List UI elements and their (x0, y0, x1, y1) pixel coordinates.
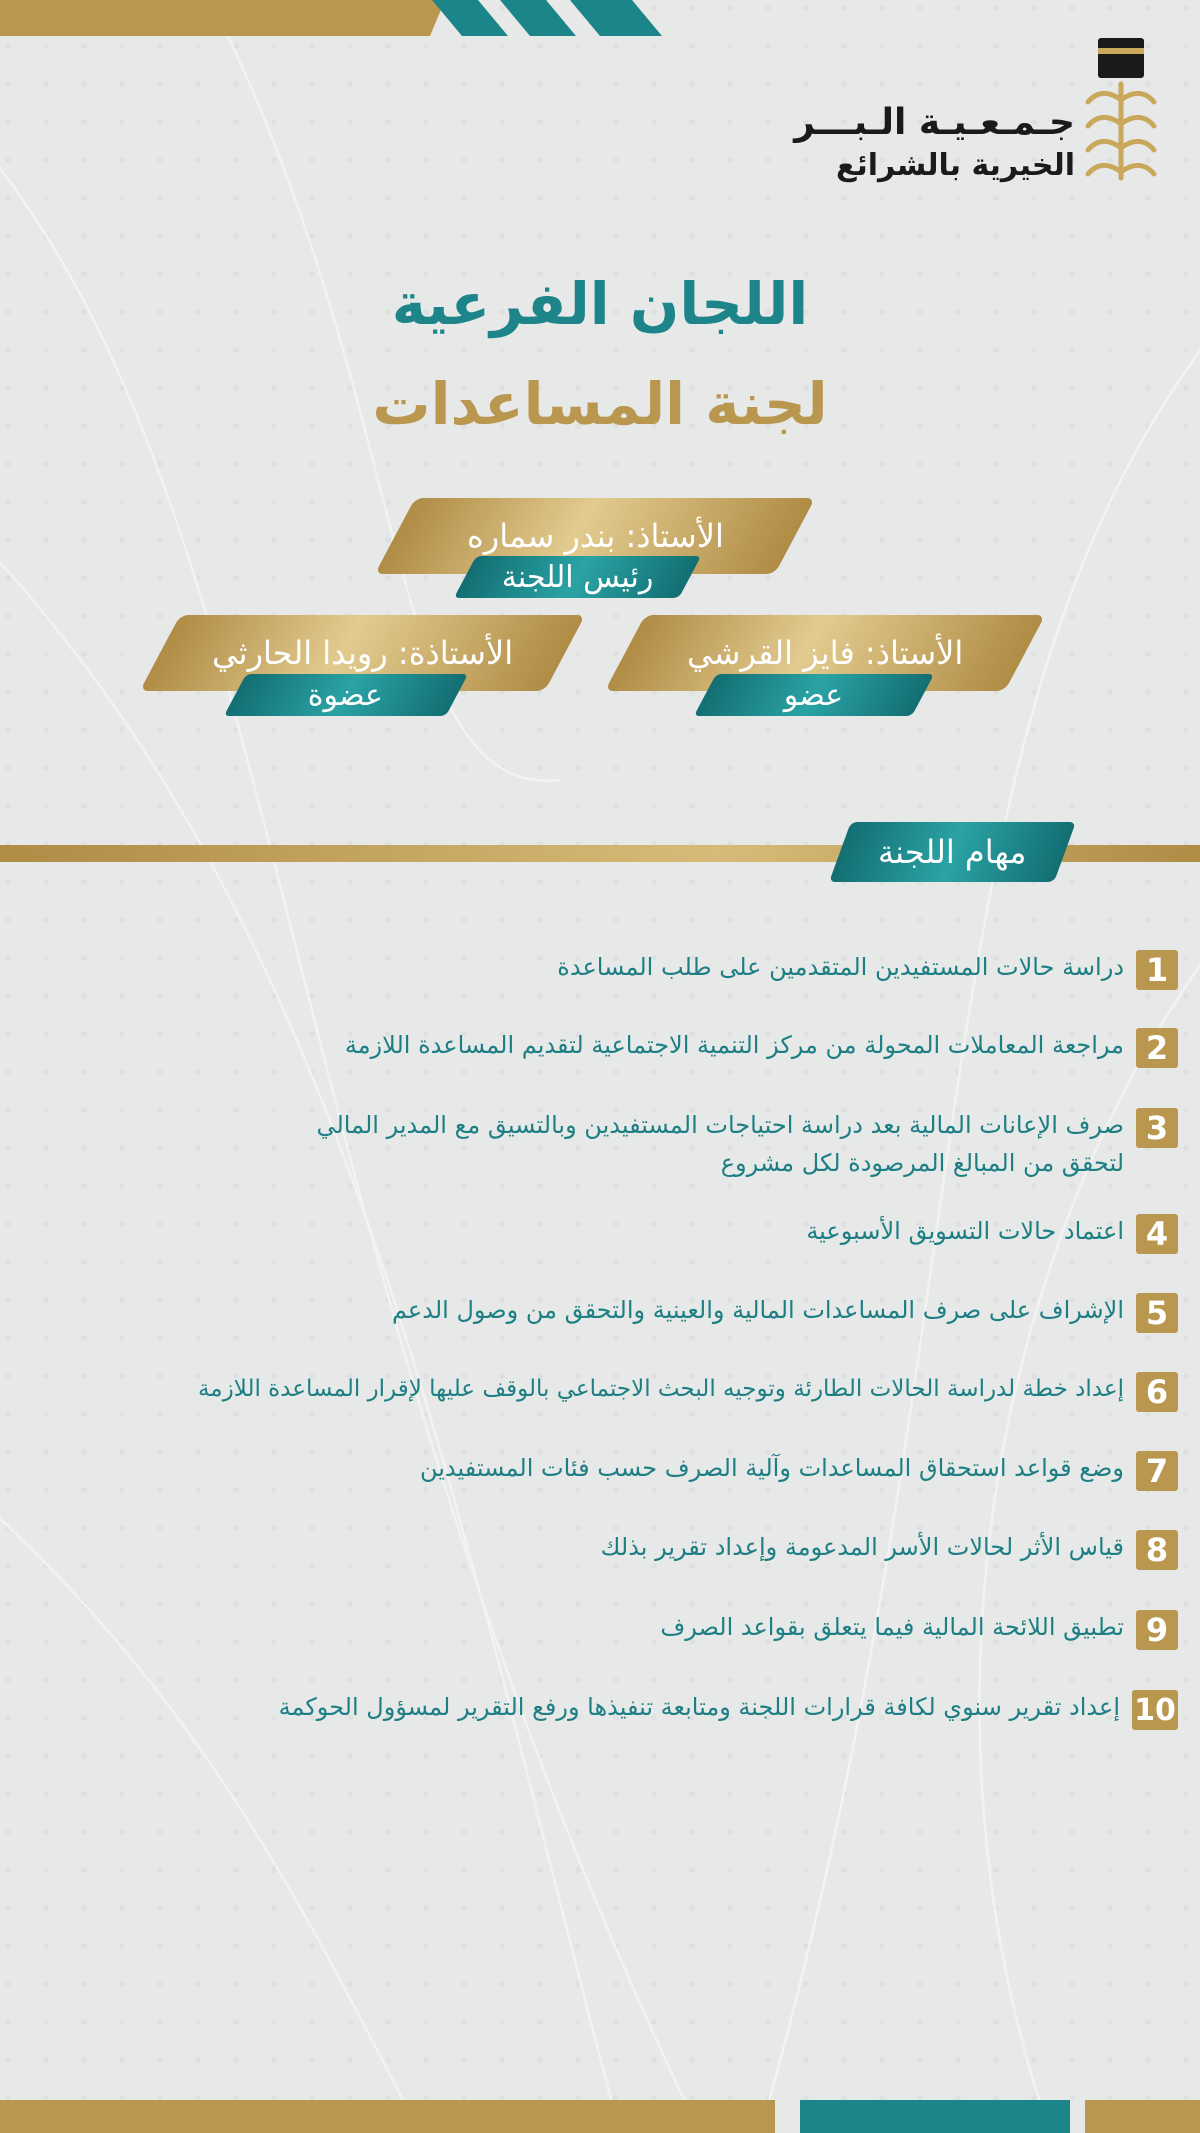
top-gold-stripe (0, 0, 430, 36)
task-text: إعداد تقرير سنوي لكافة قرارات اللجنة ومتابعة تنفيذها ورفع التقرير لمسؤول الحوكمة (278, 1693, 1120, 1721)
task-item (28, 948, 1178, 1026)
member1-role-plate (694, 674, 934, 716)
task-text: مراجعة المعاملات المحولة من مركز التنمية الاجتماعية لتقديم المساعدة اللازمة (344, 1031, 1124, 1059)
task-item (28, 1370, 1178, 1449)
member2-role: عضوة (308, 677, 384, 713)
logo-line-2: الخيرية بالشرائع (835, 148, 1075, 183)
task-text: إعداد خطة لدراسة الحالات الطارئة وتوجيه البحث الاجتماعي بالوقف عليها لإقرار المساعدة اللازمة (197, 1376, 1124, 1402)
task-number: 7 (1136, 1451, 1178, 1491)
task-text: قياس الأثر لحالات الأسر المدعومة وإعداد تقرير بذلك (600, 1533, 1124, 1561)
task-number: 9 (1136, 1610, 1178, 1650)
task-number: 10 (1132, 1690, 1178, 1730)
chair-name: الأستاذ: بندر سماره (466, 517, 724, 555)
logo (775, 100, 1075, 186)
task-item (28, 1688, 1178, 1748)
task-text: تطبيق اللائحة المالية فيما يتعلق بقواعد الصرف (660, 1613, 1124, 1641)
member1-role: عضو (784, 677, 844, 713)
bottom-teal-stripe (800, 2100, 1070, 2133)
task-text-line-2: لتحقق من المبالغ المرصودة لكل مشروع (720, 1149, 1124, 1177)
page-title: اللجان الفرعية (391, 270, 809, 338)
chair-role: رئيس اللجنة (501, 559, 654, 595)
task-number: 2 (1136, 1028, 1178, 1068)
bottom-gold-stripe-left (0, 2100, 775, 2133)
chair-role-plate (454, 556, 701, 598)
logo-line-1: جـمـعـيـة الـبـــر (794, 102, 1075, 143)
task-text: دراسة حالات المستفيدين المتقدمين على طلب المساعدة (557, 953, 1124, 981)
task-item (28, 1212, 1178, 1291)
task-number: 6 (1136, 1372, 1178, 1412)
member2-role-plate (224, 674, 468, 716)
task-number: 8 (1136, 1530, 1178, 1570)
page-subtitle: لجنة المساعدات (372, 370, 828, 438)
task-text: صرف الإعانات المالية بعد دراسة احتياجات المستفيدين وبالتسيق مع المدير المالي (316, 1111, 1124, 1139)
section-label: مهام اللجنة (878, 833, 1027, 871)
member2-name: الأستاذة: رويدا الحارثي (211, 634, 514, 672)
task-item (28, 1291, 1178, 1370)
task-number: 5 (1136, 1293, 1178, 1333)
task-item (28, 1106, 1178, 1212)
task-list (28, 948, 1178, 1748)
task-number: 4 (1136, 1214, 1178, 1254)
task-text: الإشراف على صرف المساعدات المالية والعينية والتحقق من وصول الدعم (391, 1296, 1124, 1324)
section-label-plate (829, 822, 1076, 882)
task-number: 1 (1136, 950, 1178, 990)
task-item (28, 1449, 1178, 1528)
task-number: 3 (1136, 1108, 1178, 1148)
task-item (28, 1528, 1178, 1608)
task-text: اعتماد حالات التسويق الأسبوعية (806, 1217, 1124, 1245)
task-text: وضع قواعد استحقاق المساعدات وآلية الصرف حسب فئات المستفيدين (419, 1454, 1124, 1482)
bottom-gold-stripe-right (1085, 2100, 1200, 2133)
member1-name: الأستاذ: فايز القرشي (686, 634, 964, 672)
task-item (28, 1608, 1178, 1688)
task-item (28, 1026, 1178, 1106)
